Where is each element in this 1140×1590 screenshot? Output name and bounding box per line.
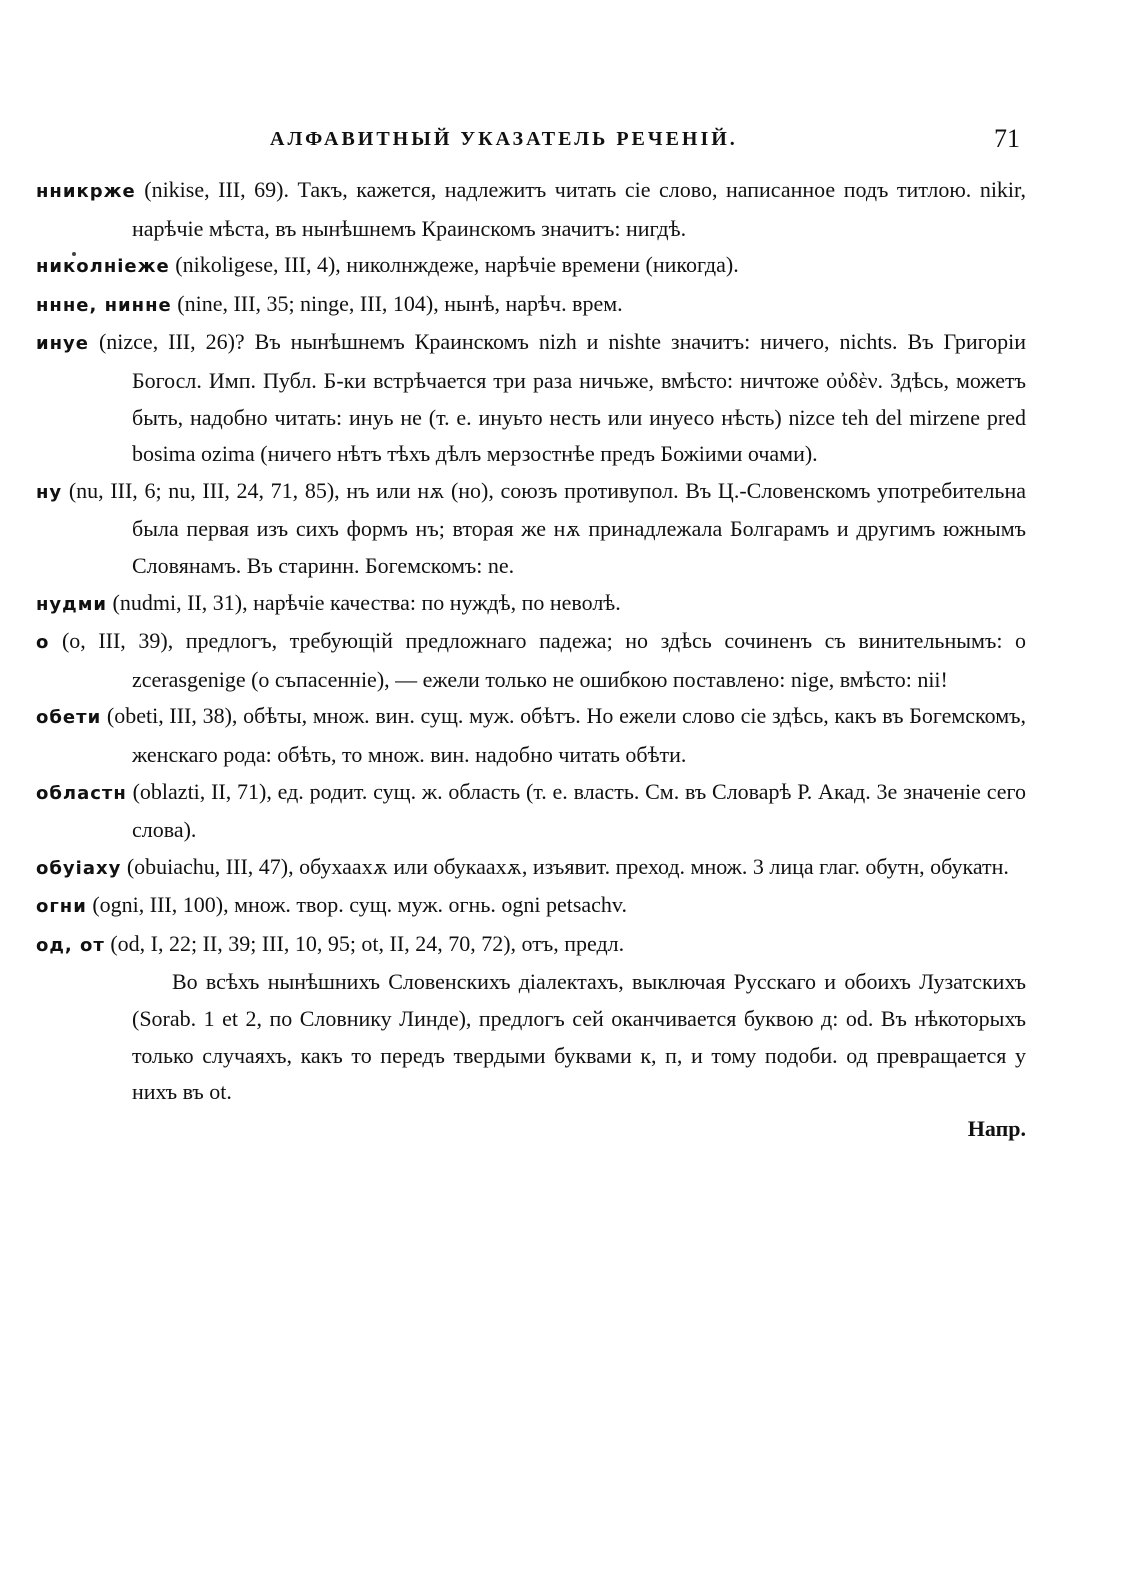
entry-nu [36, 473, 1026, 585]
entry-od [36, 926, 1026, 965]
entry-body: (nudmi, II, 31), нарѣчіе качества: по нуждѣ, по неволѣ. [107, 589, 621, 615]
entry-body: (nine, III, 35; ninge, III, 104), нынѣ, нарѣч. врем. [171, 290, 623, 316]
entry-headword: ну [36, 481, 63, 503]
entry-headword: инуе [36, 333, 89, 355]
page-number: 71 [994, 124, 1020, 153]
entry-headword: ннне, нинне [36, 294, 172, 316]
entry-body: (obuiachu, III, 47), обухаахѫ или обукаахѫ, изъявит. преход. множ. 3 лица глаг. обутн, обукатн. [121, 853, 1009, 879]
entry-body: (nikise, III, 69). Такъ, кажется, надлежитъ читать сіе слово, написанное подъ титлою. nikir, нарѣчіе мѣста, въ нынѣшнемъ Краинскомъ значитъ: нигдѣ. [132, 177, 1026, 241]
entry-oblazti [36, 774, 1026, 849]
entry-headword: областн [36, 782, 127, 804]
entry-body: (nu, III, 6; nu, III, 24, 71, 85), нъ или нѫ (но), союзъ противупол. Въ Ц.-Словенскомъ употребительна была первая изъ сихъ формъ нъ; вторая же нѫ принадлежала Болгарамъ и другимъ южнымъ Словянамъ. Въ старинн. Богемскомъ: ne. [62, 477, 1026, 578]
entry-nudmi [36, 585, 1026, 624]
entry-note: Во всѣхъ нынѣшнихъ Словенскихъ діалектахъ, выключая Русскаго и обоихъ Лузатскихъ (Sorab. 1 et 2, по Словнику Линде), предлогъ сей оканчивается буквою д: od. Въ нѣкоторыхъ только случаяхъ, какъ то передъ твердыми буквами к, п, и тому подоби. од превращается у нихъ въ ot. [132, 969, 1026, 1105]
entry-nikoligeze [36, 247, 1026, 286]
entry-nizce [36, 324, 1026, 472]
entry-obeti [36, 698, 1026, 773]
entry-headword: о [36, 632, 50, 654]
running-title: АЛФАВИТНЫЙ УКАЗАТЕЛЬ РЕЧЕНІЙ. [270, 128, 738, 150]
entry-obuiachu [36, 849, 1026, 888]
page-header [0, 124, 1140, 168]
entry-body: (ogni, III, 100), множ. твор. сущ. муж. огнь. ogni petsachv. [86, 892, 627, 918]
entry-body: (nikoligese, III, 4), николнждеже, нарѣчіе времени (никогда). [169, 252, 739, 278]
entry-headword: николніеже [36, 256, 170, 278]
entry-body: (obeti, III, 38), обѣты, множ. вин. сущ. муж. обѣтъ. Но ежели слово сіе здѣсь, какъ въ Богемскомъ, женскаго рода: обѣть, то множ. вин. надобно читать обѣти. [101, 703, 1026, 767]
dictionary-entries [36, 172, 1026, 1147]
entry-o [36, 623, 1026, 698]
catchword: Напр. [967, 1115, 1026, 1141]
entry-body: (o, III, 39), предлогъ, требующій предложнаго падежа; но здѣсь сочиненъ съ винительнымъ: o zcerasgenige (о съпасенніе), — ежели только не ошибкою поставлено: nige, вмѣсто: nii! [49, 628, 1026, 692]
entry-headword: обуіаху [36, 857, 122, 879]
entry-headword: од, от [36, 934, 105, 956]
entry-body: (oblazti, II, 71), ед. родит. сущ. ж. область (т. е. власть. См. въ Словарѣ Р. Акад. 3е значеніе сего слова). [126, 778, 1026, 843]
entry-body: (nizce, III, 26)? Въ нынѣшнемъ Краинскомъ nizh и nishte значитъ: ничего, nichts. Въ Григоріи Богосл. Имп. Публ. Б-ки встрѣчается три раза ничьже, вмѣсто: ничтоже οὐδὲν. Здѣсь, можетъ быть, надобно читать: инуь не (т. е. инуьто несть или инуесо нѣсть) nizce teh del mirzene pred bosima ozima (ничего нѣтъ тѣхъ дѣлъ мерзостнѣе предъ Божіими очами). [89, 329, 1026, 467]
entry-headword: нникрже [36, 181, 136, 202]
entry-body: (od, I, 22; II, 39; III, 10, 95; ot, II, 24, 70, 72), отъ, предл. [104, 930, 625, 956]
entry-nikirzhe [36, 172, 1026, 247]
entry-headword: обети [36, 707, 102, 729]
entry-nine [36, 286, 1026, 325]
entry-headword: огни [36, 896, 87, 918]
entry-ogni [36, 887, 1026, 926]
entry-headword: нудми [36, 593, 108, 615]
